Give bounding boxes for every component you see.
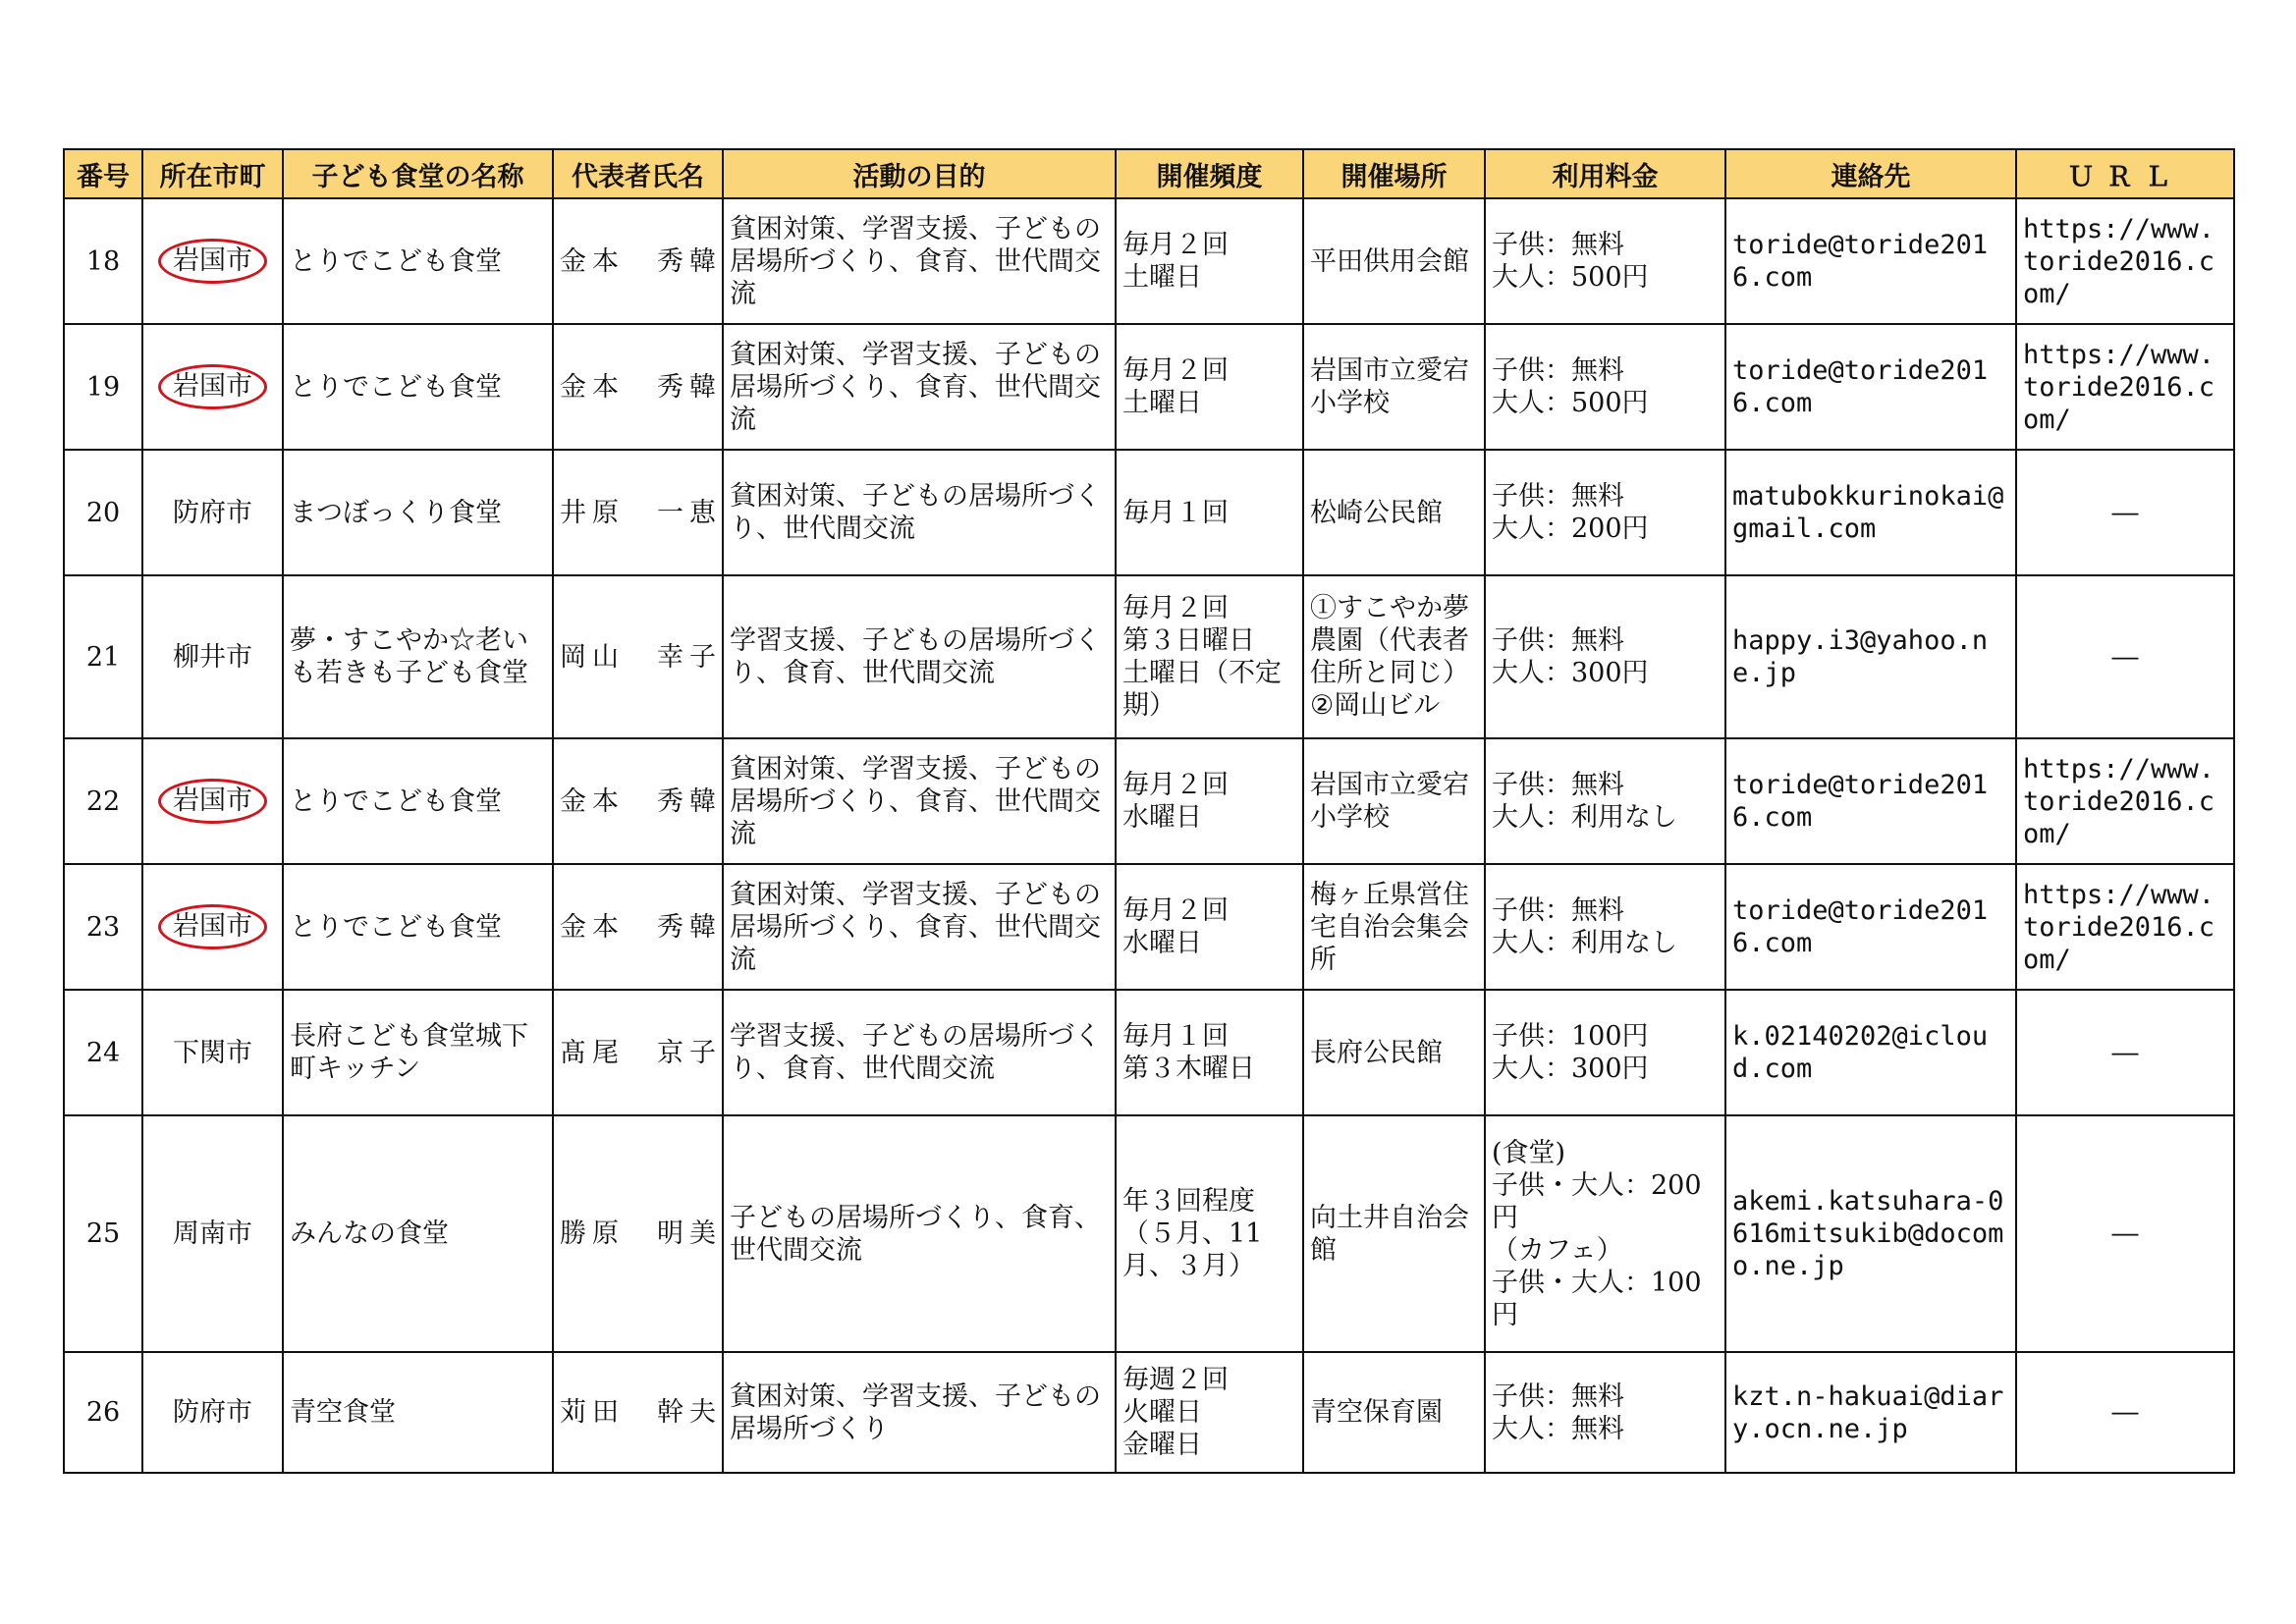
cell-fee (1485, 864, 1725, 990)
cell-text: 梅ヶ丘県営住宅自治会集会所 (1310, 879, 1469, 975)
cell-text: 毎月１回 (1122, 497, 1229, 528)
cell-no (64, 1352, 142, 1473)
cell-purpose (723, 198, 1116, 324)
cell-fee (1485, 1115, 1725, 1352)
cell-no (64, 864, 142, 990)
table-row (64, 864, 2234, 990)
cell-text: https://www.toride2016.com/ (2023, 213, 2215, 309)
cell-frequency (1116, 864, 1303, 990)
cell-text: 毎月２回 土曜日 (1122, 230, 1229, 293)
cell-name (283, 575, 553, 738)
cell-contact (1725, 990, 2016, 1115)
cell-text: 子どもの居場所づくり、食育、世代間交流 (730, 1202, 1101, 1266)
cell-contact (1725, 575, 2016, 738)
cell-contact (1725, 1352, 2016, 1473)
cell-text: 青空保育園 (1310, 1397, 1443, 1428)
cell-text: 毎週２回 火曜日 金曜日 (1122, 1365, 1229, 1460)
cell-frequency (1116, 738, 1303, 864)
cell-text: 松崎公民館 (1310, 497, 1443, 528)
cell-text: 勝原 明美 (560, 1218, 716, 1249)
cell-no (64, 1115, 142, 1352)
cell-no (64, 450, 142, 575)
cell-rep (553, 1115, 723, 1352)
header-name: 子ども食堂の名称 (283, 149, 553, 198)
cell-text: 子供：無料 大人：200円 (1492, 481, 1649, 544)
cell-contact (1725, 1115, 2016, 1352)
cell-frequency (1116, 990, 1303, 1115)
cell-city (142, 990, 283, 1115)
cell-city (142, 575, 283, 738)
cell-city (142, 1115, 283, 1352)
header-url: ＵＲＬ (2016, 149, 2234, 198)
cell-purpose (723, 990, 1116, 1115)
cell-text: 岡山 幸子 (560, 641, 716, 673)
circled-city-mark: 岩国市 (158, 904, 267, 949)
cell-text: 周南市 (173, 1218, 252, 1249)
table-row (64, 1352, 2234, 1473)
circled-city-mark: 岩国市 (158, 239, 267, 284)
cell-no (64, 990, 142, 1115)
cell-text: akemi.katsuhara-0616mitsukib@docomo.ne.jp (1732, 1186, 2004, 1281)
table-row (64, 1115, 2234, 1352)
cell-purpose (723, 1115, 1116, 1352)
cell-text: ― (2111, 1397, 2139, 1428)
cell-purpose (723, 575, 1116, 738)
cell-url (2016, 198, 2234, 324)
cell-rep (553, 575, 723, 738)
cell-fee (1485, 575, 1725, 738)
table-row (64, 450, 2234, 575)
cell-text: とりでこども食堂 (290, 911, 502, 943)
cell-text: https://www.toride2016.com/ (2023, 879, 2215, 975)
cell-fee (1485, 1352, 1725, 1473)
cell-venue (1303, 864, 1485, 990)
cell-text: 22 (85, 785, 121, 817)
table-row (64, 198, 2234, 324)
cell-text: とりでこども食堂 (290, 371, 502, 403)
cell-text: 貧困対策、学習支援、子どもの居場所づくり (730, 1380, 1101, 1444)
cell-no (64, 198, 142, 324)
cell-text: matubokkurinokai@gmail.com (1732, 481, 2004, 544)
cell-rep (553, 324, 723, 450)
header-fee: 利用料金 (1485, 149, 1725, 198)
cell-city (142, 864, 283, 990)
cell-text: toride@toride2016.com (1732, 770, 1989, 833)
cell-name (283, 1352, 553, 1473)
cell-text: 青空食堂 (290, 1397, 396, 1428)
table-body (64, 198, 2234, 1473)
cell-url (2016, 990, 2234, 1115)
cell-text: 26 (85, 1397, 121, 1428)
cell-text: 井原 一恵 (560, 497, 716, 528)
cell-text: 23 (85, 911, 121, 943)
cell-venue (1303, 575, 1485, 738)
cell-no (64, 324, 142, 450)
cell-text: みんなの食堂 (290, 1218, 449, 1249)
cell-text: 髙尾 京子 (560, 1037, 716, 1068)
cell-text: toride@toride2016.com (1732, 355, 1989, 418)
cell-text: (食堂) 子供・大人：200円 （カフェ） 子供・大人：100円 (1492, 1137, 1702, 1330)
cell-text: toride@toride2016.com (1732, 895, 1989, 958)
cell-contact (1725, 198, 2016, 324)
cell-city (142, 738, 283, 864)
cell-text: 19 (85, 371, 121, 403)
cell-name (283, 1115, 553, 1352)
cell-contact (1725, 738, 2016, 864)
cell-fee (1485, 324, 1725, 450)
cell-text: 毎月１回 第３木曜日 (1122, 1021, 1255, 1084)
cell-text: 子供：無料 大人：500円 (1492, 355, 1649, 418)
cell-text: ①すこやか夢農園（代表者住所と同じ） ②岡山ビル (1310, 593, 1469, 721)
table-row (64, 324, 2234, 450)
kodomo-shokudo-table (63, 148, 2235, 1474)
cell-venue (1303, 1352, 1485, 1473)
cell-name (283, 324, 553, 450)
cell-venue (1303, 450, 1485, 575)
cell-fee (1485, 738, 1725, 864)
header-venue: 開催場所 (1303, 149, 1485, 198)
cell-text: 金本 秀韓 (560, 245, 716, 277)
cell-text: 貧困対策、子どもの居場所づくり、世代間交流 (730, 481, 1101, 544)
cell-name (283, 450, 553, 575)
cell-rep (553, 738, 723, 864)
cell-contact (1725, 864, 2016, 990)
cell-text: happy.i3@yahoo.ne.jp (1732, 625, 1989, 688)
cell-url (2016, 324, 2234, 450)
cell-rep (553, 198, 723, 324)
circled-city-mark: 岩国市 (158, 364, 267, 409)
cell-text: 子供：無料 大人：利用なし (1492, 895, 1677, 958)
header-city: 所在市町 (142, 149, 283, 198)
cell-text: とりでこども食堂 (290, 785, 502, 817)
cell-text: 苅田 幹夫 (560, 1397, 716, 1428)
cell-purpose (723, 738, 1116, 864)
cell-no (64, 575, 142, 738)
cell-text: 防府市 (173, 1397, 252, 1428)
cell-frequency (1116, 1352, 1303, 1473)
cell-venue (1303, 738, 1485, 864)
cell-text: 毎月２回 水曜日 (1122, 895, 1229, 958)
cell-contact (1725, 324, 2016, 450)
cell-venue (1303, 198, 1485, 324)
cell-text: 21 (85, 641, 121, 673)
cell-text: 貧困対策、学習支援、子どもの居場所づくり、食育、世代間交流 (730, 339, 1101, 435)
cell-url (2016, 450, 2234, 575)
cell-name (283, 198, 553, 324)
cell-url (2016, 575, 2234, 738)
cell-city (142, 1352, 283, 1473)
cell-text: 子供：無料 大人：無料 (1492, 1380, 1624, 1444)
cell-text: 向土井自治会館 (1310, 1202, 1469, 1266)
cell-text: 平田供用会館 (1310, 245, 1469, 277)
cell-text: https://www.toride2016.com/ (2023, 339, 2215, 435)
cell-text: ― (2111, 497, 2139, 528)
cell-text: 長府公民館 (1310, 1037, 1443, 1068)
cell-text: kzt.n-hakuai@diary.ocn.ne.jp (1732, 1380, 2004, 1444)
cell-text: 岩国市立愛宕小学校 (1310, 355, 1469, 418)
cell-no (64, 738, 142, 864)
table-row (64, 575, 2234, 738)
cell-text: 毎月２回 水曜日 (1122, 770, 1229, 833)
cell-text: 毎月２回 土曜日 (1122, 355, 1229, 418)
cell-rep (553, 450, 723, 575)
cell-text: https://www.toride2016.com/ (2023, 753, 2215, 849)
cell-venue (1303, 990, 1485, 1115)
cell-text: 下関市 (173, 1037, 252, 1068)
header-purpose: 活動の目的 (723, 149, 1116, 198)
cell-rep (553, 1352, 723, 1473)
cell-url (2016, 738, 2234, 864)
cell-purpose (723, 1352, 1116, 1473)
cell-fee (1485, 990, 1725, 1115)
table-row (64, 990, 2234, 1115)
cell-text: 学習支援、子どもの居場所づくり、食育、世代間交流 (730, 625, 1101, 688)
cell-text: ― (2111, 1218, 2139, 1249)
cell-contact (1725, 450, 2016, 575)
cell-text: 毎月２回 第３日曜日 土曜日（不定期） (1122, 593, 1282, 721)
cell-frequency (1116, 198, 1303, 324)
cell-url (2016, 864, 2234, 990)
cell-url (2016, 1115, 2234, 1352)
cell-text: とりでこども食堂 (290, 245, 502, 277)
cell-purpose (723, 450, 1116, 575)
cell-city (142, 198, 283, 324)
cell-text: 学習支援、子どもの居場所づくり、食育、世代間交流 (730, 1021, 1101, 1084)
cell-url (2016, 1352, 2234, 1473)
cell-text: 25 (85, 1218, 121, 1249)
cell-name (283, 738, 553, 864)
cell-frequency (1116, 575, 1303, 738)
header-rep: 代表者氏名 (553, 149, 723, 198)
header-row (64, 149, 2234, 198)
header-no: 番号 (64, 149, 142, 198)
cell-text: 子供：100円 大人：300円 (1492, 1021, 1649, 1084)
cell-rep (553, 864, 723, 990)
cell-text: 金本 秀韓 (560, 371, 716, 403)
circled-city-mark: 岩国市 (158, 779, 267, 824)
cell-name (283, 864, 553, 990)
cell-fee (1485, 198, 1725, 324)
cell-text: 24 (85, 1037, 121, 1068)
header-contact: 連絡先 (1725, 149, 2016, 198)
cell-text: 柳井市 (173, 641, 252, 673)
cell-text: 金本 秀韓 (560, 785, 716, 817)
cell-text: 子供：無料 大人：500円 (1492, 230, 1649, 293)
cell-text: ― (2111, 641, 2139, 673)
cell-fee (1485, 450, 1725, 575)
cell-purpose (723, 324, 1116, 450)
cell-text: 子供：無料 大人：300円 (1492, 625, 1649, 688)
cell-frequency (1116, 1115, 1303, 1352)
cell-text: 防府市 (173, 497, 252, 528)
cell-city (142, 450, 283, 575)
cell-text: toride@toride2016.com (1732, 230, 1989, 293)
cell-text: 18 (85, 245, 121, 277)
cell-rep (553, 990, 723, 1115)
cell-venue (1303, 1115, 1485, 1352)
cell-text: 金本 秀韓 (560, 911, 716, 943)
cell-text: 子供：無料 大人：利用なし (1492, 770, 1677, 833)
cell-text: 貧困対策、学習支援、子どもの居場所づくり、食育、世代間交流 (730, 879, 1101, 975)
cell-venue (1303, 324, 1485, 450)
cell-frequency (1116, 450, 1303, 575)
cell-text: 貧困対策、学習支援、子どもの居場所づくり、食育、世代間交流 (730, 753, 1101, 849)
cell-name (283, 990, 553, 1115)
cell-city (142, 324, 283, 450)
cell-frequency (1116, 324, 1303, 450)
table-row (64, 738, 2234, 864)
cell-text: 年３回程度（５月、11月、３月） (1122, 1186, 1263, 1281)
header-frequency: 開催頻度 (1116, 149, 1303, 198)
cell-text: まつぼっくり食堂 (290, 497, 502, 528)
cell-text: 貧困対策、学習支援、子どもの居場所づくり、食育、世代間交流 (730, 213, 1101, 309)
cell-text: k.02140202@icloud.com (1732, 1021, 1989, 1084)
cell-text: ― (2111, 1037, 2139, 1068)
cell-text: 岩国市立愛宕小学校 (1310, 770, 1469, 833)
cell-purpose (723, 864, 1116, 990)
cell-text: 長府こども食堂城下町キッチン (290, 1021, 528, 1084)
cell-text: 夢・すこやか☆老いも若きも子ども食堂 (290, 625, 528, 688)
cell-text: 20 (85, 497, 121, 528)
